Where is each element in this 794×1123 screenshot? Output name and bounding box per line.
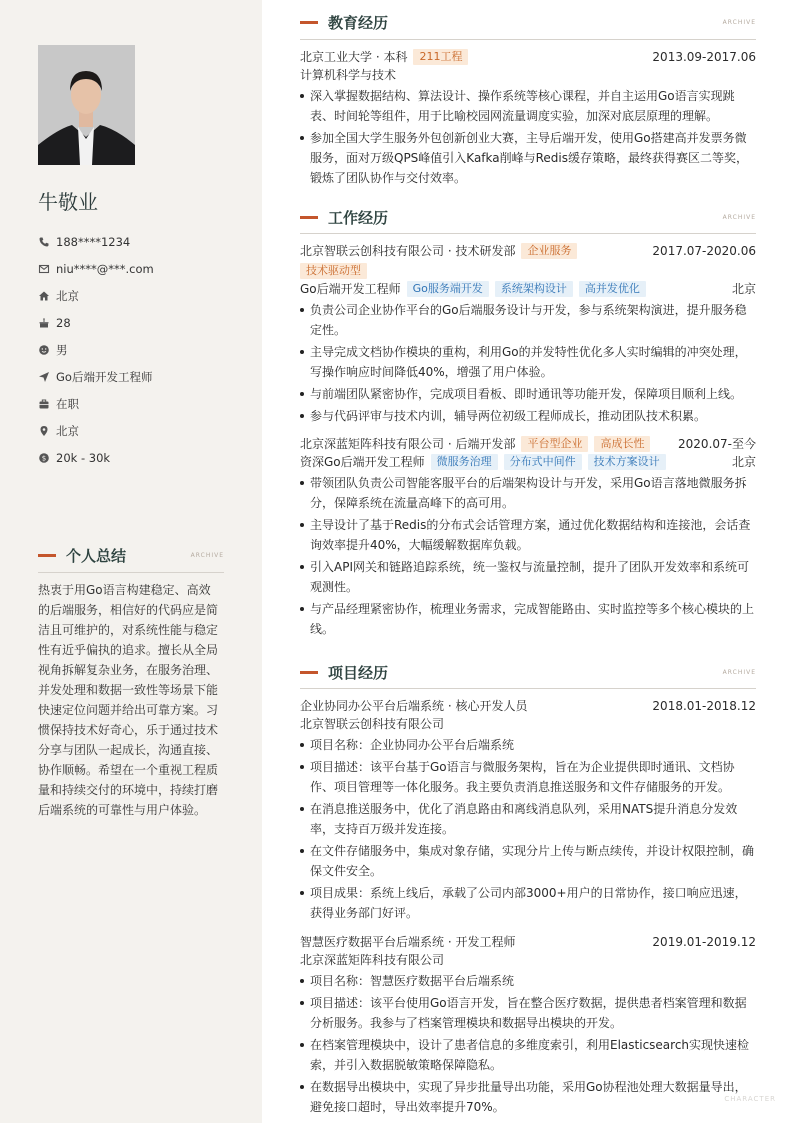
skill-badge: 高并发优化: [579, 281, 646, 297]
money-icon: [38, 452, 50, 464]
avatar: [38, 45, 135, 165]
section-divider: [38, 572, 224, 573]
company-badge: 高成长性: [594, 436, 650, 452]
section-divider: [300, 233, 756, 234]
section-tag: ARCHIVE: [190, 552, 224, 559]
list-item: 在数据导出模块中，实现了异步批量导出功能，采用Go协程池处理大数据量导出，避免接口超时，导出效率提升70%。: [300, 1077, 756, 1117]
watermark: CHARACTER: [724, 1095, 776, 1103]
work-city: 北京: [731, 282, 756, 296]
company-name: 北京深蓝矩阵科技有限公司 · 后端开发部: [300, 437, 516, 451]
summary-title: 个人总结: [66, 547, 127, 565]
work-city: 北京: [731, 455, 756, 469]
svg-text:$: $: [41, 454, 47, 463]
profile-photo: [38, 45, 135, 165]
list-item: 与前端团队紧密协作，完成项目看板、即时通讯等功能开发，保障项目顺利上线。: [300, 384, 756, 404]
major: 计算机科学与技术: [300, 68, 397, 82]
project-bullets: [300, 735, 756, 923]
work-entry: [300, 435, 756, 639]
mail-icon: [38, 263, 50, 275]
section-tag: ARCHIVE: [722, 214, 756, 221]
skill-badge: 微服务治理: [431, 454, 498, 470]
section-tag: ARCHIVE: [722, 669, 756, 676]
education-header: [300, 12, 756, 33]
list-item: 带领团队负责公司智能客服平台的后端架构设计与开发，采用Go语言落地微服务拆分，保障系统在流量高峰下的高可用。: [300, 473, 756, 513]
list-item: 参加全国大学生服务外包创新创业大赛，主导后端开发，使用Go搭建高并发票务微服务，面对万级QPS峰值引入Kafka削峰与Redis缓存策略，最终获得赛区二等奖，锻炼了团队协作与交付效率。: [300, 128, 756, 188]
contact-home: 北京: [38, 282, 154, 309]
list-item: 项目成果：系统上线后，承载了公司内部3000+用户的日常协作，接口响应迅速，获得业务部门好评。: [300, 883, 756, 923]
contact-phone: 188****1234: [38, 228, 154, 255]
summary-text: 热衷于用Go语言构建稳定、高效的后端服务，相信好的代码应是简洁且可维护的，对系统性能与稳定性有近乎偏执的追求。擅长从全局视角拆解复杂业务，在服务治理、并发处理和数据一致性等场景下能快速定位问题并给出可靠方案。习惯保持技术好奇心，乐于通过技术分享与团队一起成长，沟通直接、协作顺畅。希望在一个重视工程质量和持续交付的环境中，持续打磨后端系统的可靠性与用户体验。: [38, 583, 219, 817]
list-item: 在档案管理模块中，设计了患者信息的多维度索引，利用Elasticsearch实现快速检索，并引入数据脱敏策略保障隐私。: [300, 1035, 756, 1075]
contact-location: 北京: [38, 417, 154, 444]
list-item: 负责公司企业协作平台的Go后端服务设计与开发，参与系统架构演进，提升服务稳定性。: [300, 300, 756, 340]
work-title: 工作经历: [328, 209, 389, 227]
work-header: [300, 207, 756, 228]
project-date: 2018.01-2018.12: [652, 699, 756, 713]
company-badge: 企业服务: [521, 243, 577, 259]
list-item: 项目名称：智慧医疗数据平台后端系统: [300, 971, 756, 991]
section-divider: [300, 39, 756, 40]
list-item: 参与代码评审与技术内训，辅导两位初级工程师成长，推动团队技术积累。: [300, 406, 756, 426]
project-entry: [300, 697, 756, 923]
company-name: 北京智联云创科技有限公司 · 技术研发部: [300, 244, 516, 258]
education-entry: [300, 48, 756, 188]
contact-gender: 男: [38, 336, 154, 363]
contact-age: 28: [38, 309, 154, 336]
project-company: 北京智联云创科技有限公司: [300, 717, 445, 731]
list-item: 在消息推送服务中，优化了消息路由和离线消息队列，采用NATS提升消息分发效率，支持百万级并发连接。: [300, 799, 756, 839]
project-company: 北京深蓝矩阵科技有限公司: [300, 953, 445, 967]
contact-position: Go后端开发工程师: [38, 363, 154, 390]
project-header: [300, 662, 756, 683]
list-item: 主导设计了基于Redis的分布式会话管理方案，通过优化数据结构和连接池，会话查询效率提升40%，大幅缓解数据库负载。: [300, 515, 756, 555]
phone-icon: [38, 236, 50, 248]
list-item: 深入掌握数据结构、算法设计、操作系统等核心课程，并自主运用Go语言实现跳表、时间轮等组件，用于比喻校园网流量调度实验，加深对底层原理的理解。: [300, 86, 756, 126]
list-item: 项目描述：该平台使用Go语言开发，旨在整合医疗数据，提供患者档案管理和数据分析服务。我参与了档案管理模块和数据导出模块的开发。: [300, 993, 756, 1033]
contact-salary: $ 20k - 30k: [38, 444, 154, 471]
project-name: 智慧医疗数据平台后端系统 · 开发工程师: [300, 935, 516, 949]
list-item: 项目描述：该平台基于Go语言与微服务架构，旨在为企业提供即时通讯、文档协作、项目管理等一体化服务。我主要负责消息推送服务和文件存储服务的开发。: [300, 757, 756, 797]
project-title: 项目经历: [328, 664, 389, 682]
location-icon: [38, 425, 50, 437]
contact-email: niu****@***.com: [38, 255, 154, 282]
briefcase-icon: [38, 398, 50, 410]
section-accent-bar: [300, 216, 318, 219]
project-name: 企业协同办公平台后端系统 · 核心开发人员: [300, 699, 528, 713]
work-date: 2020.07-至今: [678, 437, 756, 451]
send-icon: [38, 371, 50, 383]
school-name: 北京工业大学 · 本科: [300, 50, 408, 64]
section-accent-bar: [300, 21, 318, 24]
sidebar: [0, 0, 262, 1123]
project-date: 2019.01-2019.12: [652, 935, 756, 949]
section-accent-bar: [38, 554, 56, 557]
list-item: 在文件存储服务中，集成对象存储，实现分片上传与断点续传，并设计权限控制，确保文件安全。: [300, 841, 756, 881]
job-role: Go后端开发工程师: [300, 282, 401, 296]
skill-badge: 系统架构设计: [495, 281, 573, 297]
education-date: 2013.09-2017.06: [652, 50, 756, 64]
list-item: 引入API网关和链路追踪系统，统一鉴权与流量控制，提升了团队开发效率和系统可观测性。: [300, 557, 756, 597]
work-entry: [300, 242, 756, 426]
education-title: 教育经历: [328, 14, 389, 32]
project-bullets: [300, 971, 756, 1117]
school-badge: 211工程: [413, 49, 468, 65]
list-item: 主导完成文档协作模块的重构，利用Go的并发特性优化多人实时编辑的冲突处理，写操作响应时间降低40%，增强了用户体验。: [300, 342, 756, 382]
list-item: 项目名称：企业协同办公平台后端系统: [300, 735, 756, 755]
section-accent-bar: [300, 671, 318, 674]
summary-header: [38, 545, 224, 566]
list-item: 与产品经理紧密协作，梳理业务需求，完成智能路由、实时监控等多个核心模块的上线。: [300, 599, 756, 639]
face-icon: [38, 344, 50, 356]
section-divider: [300, 688, 756, 689]
education-bullets: [300, 86, 756, 188]
project-entry: [300, 933, 756, 1117]
home-icon: [38, 290, 50, 302]
skill-badge: Go服务端开发: [407, 281, 489, 297]
work-bullets: [300, 473, 756, 639]
company-badge: 平台型企业: [521, 436, 588, 452]
skill-badge: 技术方案设计: [588, 454, 666, 470]
section-tag: ARCHIVE: [722, 19, 756, 26]
company-badge: 技术驱动型: [300, 263, 367, 279]
contact-status: 在职: [38, 390, 154, 417]
job-role: 资深Go后端开发工程师: [300, 455, 425, 469]
skill-badge: 分布式中间件: [504, 454, 582, 470]
person-name: 牛敬业: [38, 190, 98, 214]
cake-icon: [38, 317, 50, 329]
contact-list: [38, 228, 154, 471]
work-bullets: [300, 300, 756, 426]
work-date: 2017.07-2020.06: [652, 244, 756, 258]
